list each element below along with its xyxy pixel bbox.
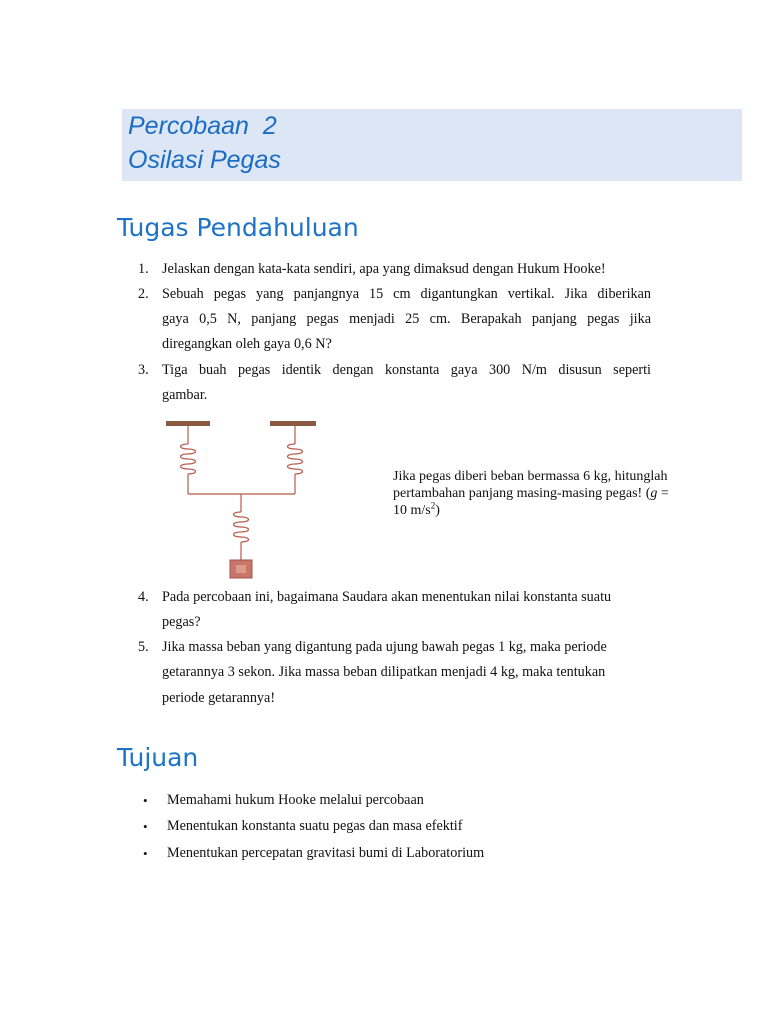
figure-caption: Jika pegas diberi beban bermassa 6 kg, hitunglah pertambahan panjang masing-masing pegas! (g = 10 $m/s^2$) [393, 469, 669, 518]
spring-left [181, 426, 196, 494]
item-text: Jika massa beban yang digantung pada ujung bawah pegas 1 kg, maka periode [162, 639, 607, 655]
bullet-icon: • [143, 846, 148, 861]
item-number: 1. [138, 261, 149, 277]
spring-bottom [234, 494, 249, 560]
item-text: Tiga buah pegas identik dengan konstanta gaya 300 N/m disusun seperti [162, 362, 651, 378]
item-text: Jelaskan dengan kata-kata sendiri, apa yang dimaksud dengan Hukum Hooke! [162, 261, 606, 277]
ceiling-right [270, 421, 316, 426]
item-number: 3. [138, 362, 149, 378]
item-text: Sebuah pegas yang panjangnya 15 cm digantungkan vertikal. Jika diberikan [162, 286, 651, 302]
ceiling-left [166, 421, 210, 426]
experiment-title: Osilasi Pegas [128, 146, 281, 174]
spring-right [288, 426, 303, 494]
item-text: Menentukan konstanta suatu pegas dan masa efektif [167, 818, 463, 834]
section-heading-tugas: Tugas Pendahuluan [117, 213, 359, 242]
item-number: 4. [138, 589, 149, 605]
item-text: Memahami hukum Hooke melalui percobaan [167, 792, 424, 808]
title-banner [122, 109, 742, 181]
spring-system-figure [164, 418, 324, 580]
item-text: gaya 0,5 N, panjang pegas menjadi 25 cm. Berapakah panjang pegas jika [162, 311, 651, 327]
item-text: getarannya 3 sekon. Jika massa beban dilipatkan menjadi 4 kg, maka tentukan [162, 664, 606, 680]
mass-block-highlight [236, 565, 246, 573]
item-text: pegas? [162, 614, 201, 630]
experiment-number: Percobaan 2 [128, 112, 277, 140]
item-text: gambar. [162, 387, 208, 403]
item-number: 2. [138, 286, 149, 302]
bullet-icon: • [143, 819, 148, 834]
item-text: Menentukan percepatan gravitasi bumi di Laboratorium [167, 845, 485, 861]
item-number: 5. [138, 639, 149, 655]
section-heading-tujuan: Tujuan [117, 743, 199, 772]
item-text: Pada percobaan ini, bagaimana Saudara akan menentukan nilai konstanta suatu [162, 589, 612, 605]
bullet-icon: • [143, 793, 148, 808]
item-text: diregangkan oleh gaya 0,6 N? [162, 336, 332, 352]
item-text: periode getarannya! [162, 690, 276, 706]
